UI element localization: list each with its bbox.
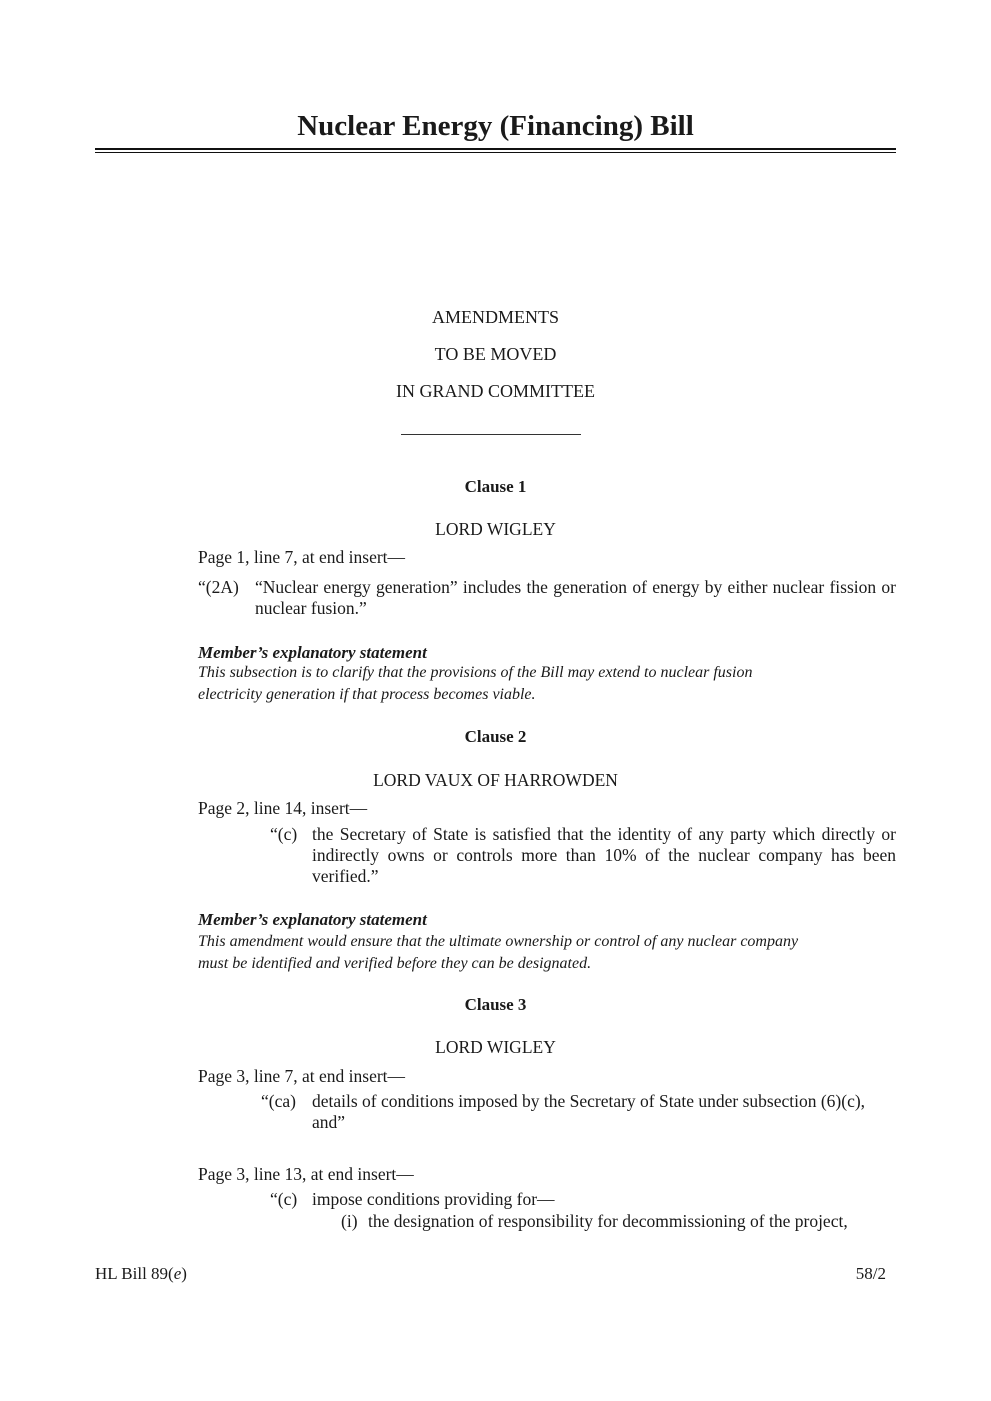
bill-reference-italic: e [173,1264,182,1283]
bill-reference-suffix: ) [181,1264,187,1283]
clause-1-location: Page 1, line 7, at end insert— [198,547,406,567]
clause-3-amendment-1-label: “(ca) [261,1091,296,1111]
clause-3-amendment-1-location: Page 3, line 7, at end insert— [198,1066,406,1086]
clause-2-member: LORD VAUX OF HARROWDEN [373,770,618,790]
heading-line-1: AMENDMENTS [431,307,559,327]
clause-3-amendment-1-text: details of conditions imposed by the Secretary of State under subsection (6)(c), and” [312,1091,866,1132]
heading-line-3: IN GRAND COMMITTEE [396,381,595,401]
clause-3-member: LORD WIGLEY [435,1037,556,1057]
clause-3-amendment-2-text: impose conditions providing for— [312,1189,555,1209]
clause-1-heading: Clause 1 [464,477,527,496]
clause-3-amendment-2-sub-text: the designation of responsibility for decommissioning of the project, [368,1211,848,1231]
bill-title: Nuclear Energy (Financing) Bill [297,110,694,142]
clause-1-text: “Nuclear energy generation” includes the generation of energy by either nuclear fission or nuclear fusion.” [255,577,896,618]
clause-3-amendment-2-label: “(c) [270,1189,298,1209]
clause-1-label: “(2A) [198,577,239,597]
clause-2-statement-line-1: This amendment would ensure that the ultimate ownership or control of any nuclear company [198,933,799,950]
clause-2-statement-line-2: must be identified and verified before they can be designated. [198,955,592,972]
clause-2-statement-heading: Member’s explanatory statement [198,910,427,929]
clause-3-amendment-2-sub-label: (i) [341,1211,358,1231]
title-rule-thin [95,152,896,153]
clause-1-statement-heading: Member’s explanatory statement [198,643,427,662]
bill-reference-prefix: HL Bill 89( [95,1264,174,1283]
heading-divider [401,434,581,435]
bill-reference [95,1263,187,1285]
clause-1-statement-line-1: This subsection is to clarify that the provisions of the Bill may extend to nuclear fusion [198,664,753,681]
page-reference: 58/2 [855,1264,886,1283]
clause-2-label: “(c) [270,824,298,844]
clause-2-text: the Secretary of State is satisfied that the identity of any party which directly or indirectly owns or controls more than 10% of the nuclear company has been verified.” [312,824,896,886]
clause-3-heading: Clause 3 [464,995,527,1014]
clause-3-amendment-2-location: Page 3, line 13, at end insert— [198,1164,414,1184]
heading-line-2: TO BE MOVED [434,344,557,364]
title-rule-thick [95,148,896,150]
clause-1-statement-line-2: electricity generation if that process becomes viable. [198,686,536,703]
clause-2-location: Page 2, line 14, insert— [198,798,368,818]
clause-2-heading: Clause 2 [464,727,527,746]
clause-1-member: LORD WIGLEY [435,519,556,539]
